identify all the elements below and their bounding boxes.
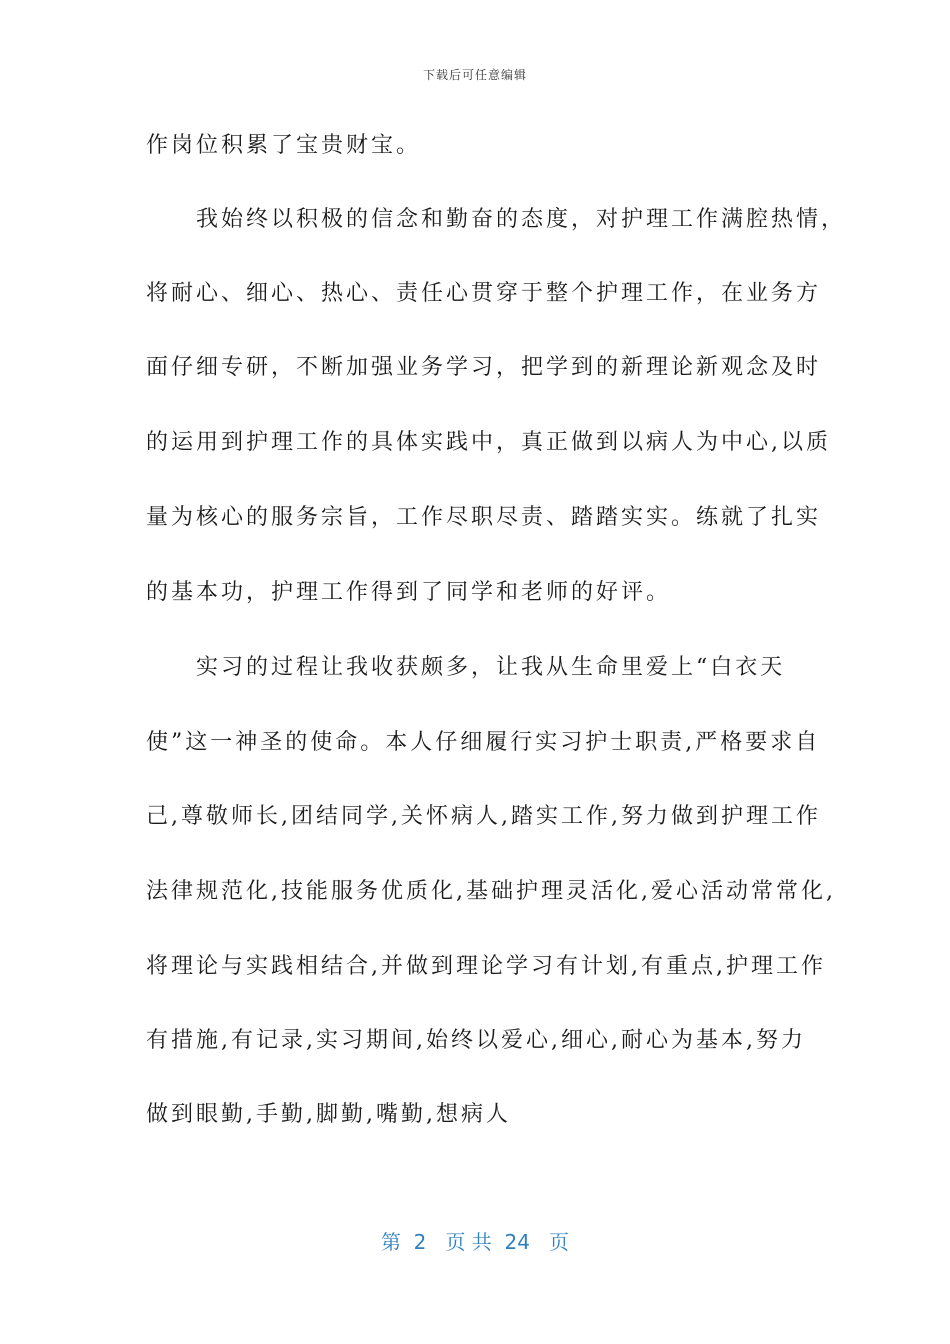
body-line: 的运用到护理工作的具体实践中，真正做到以病人为中心,以质 [146, 430, 831, 455]
body-line: 法律规范化,技能服务优质化,基础护理灵活化,爱心活动常常化, [146, 879, 836, 904]
body-line: 的基本功，护理工作得到了同学和老师的好评。 [146, 580, 672, 605]
body-line: 将耐心、细心、热心、责任心贯穿于整个护理工作，在业务方 [146, 281, 822, 306]
body-line: 将理论与实践相结合,并做到理论学习有计划,有重点,护理工作 [146, 954, 826, 979]
body-line: 量为核心的服务宗旨，工作尽职尽责、踏踏实实。练就了扎实 [146, 505, 822, 530]
body-line: 作岗位积累了宝贵财宝。 [146, 133, 422, 158]
body-line: 做到眼勤,手勤,脚勤,嘴勤,想病人 [146, 1102, 511, 1127]
body-line: 我始终以积极的信念和勤奋的态度，对护理工作满腔热情， [146, 207, 847, 232]
body-line: 面仔细专研，不断加强业务学习，把学到的新理论新观念及时 [146, 355, 822, 380]
body-line: 实习的过程让我收获颇多，让我从生命里爱上“白衣天 [146, 655, 786, 680]
page-number-footer: 第 2 页 共 24 页 [380, 1230, 570, 1254]
body-line: 己,尊敬师长,团结同学,关怀病人,踏实工作,努力做到护理工作 [146, 804, 821, 829]
header-note: 下载后可任意编辑 [422, 68, 527, 82]
body-line: 使”这一神圣的使命。本人仔细履行实习护士职责,严格要求自 [146, 730, 821, 755]
body-line: 有措施,有记录,实习期间,始终以爱心,细心,耐心为基本,努力 [146, 1028, 806, 1053]
